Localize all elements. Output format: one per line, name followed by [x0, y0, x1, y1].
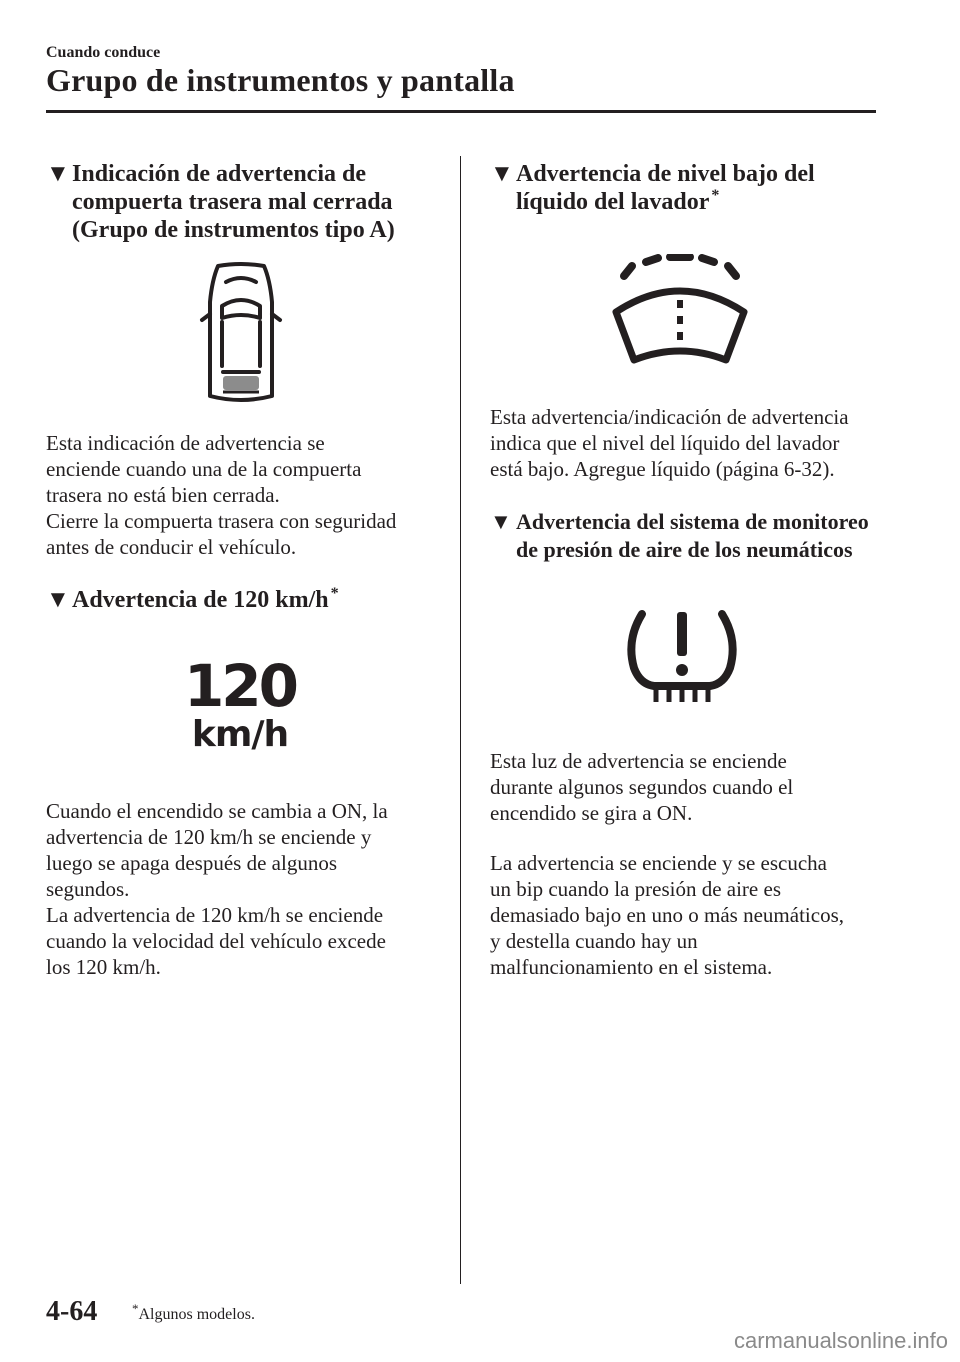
text-line: Cuando el encendido se cambia a ON, la [46, 799, 388, 823]
washer-description [490, 404, 890, 482]
washer-heading-line1: Advertencia de nivel bajo del [516, 161, 815, 187]
text-line: segundos. [46, 877, 130, 901]
text-line: trasera no está bien cerrada. [46, 483, 280, 507]
footnote-text: Algunos modelos. [138, 1306, 255, 1323]
text-line: Esta advertencia/indicación de advertencia [490, 405, 849, 429]
text-line: antes de conducir el vehículo. [46, 535, 297, 559]
tailgate-heading [46, 160, 462, 244]
tpms-heading-line1: Advertencia del sistema de monitoreo [516, 509, 869, 534]
text-line: enciende cuando una de la compuerta [46, 457, 362, 481]
text-line: un bip cuando la presión de aire es [490, 877, 781, 901]
tpms-description-b [490, 850, 890, 980]
header-rule [46, 110, 876, 113]
triangle-marker-icon: ▼ [490, 509, 512, 534]
watermark: carmanualsonline.info [733, 1328, 948, 1353]
washer-fluid-icon [610, 254, 750, 370]
footnote [130, 1300, 255, 1324]
text-line: luego se apaga después de algunos [46, 851, 337, 875]
text-line: durante algunos segundos cuando el [490, 775, 794, 799]
text-line: encendido se gira a ON. [490, 801, 693, 825]
speed-warning-heading [46, 586, 472, 614]
tailgate-description [46, 430, 446, 560]
tailgate-heading-text: Indicación de advertencia de compuerta trasera mal cerrada (Grupo de instrumentos tipo A) [72, 161, 395, 243]
triangle-marker-icon: ▼ [46, 161, 70, 187]
asterisk-mark: * [132, 1300, 139, 1316]
text-line: La advertencia se enciende y se escucha [490, 851, 827, 875]
text-line: Esta indicación de advertencia se [46, 431, 325, 455]
tpms-heading [490, 508, 916, 564]
asterisk-mark: * [330, 585, 339, 602]
column-divider [460, 156, 461, 1284]
page-number: 4-64 [46, 1296, 98, 1327]
washer-heading-line2: líquido del lavador [516, 189, 710, 215]
washer-heading [490, 160, 916, 216]
tpms-heading-line2: de presión de aire de los neumáticos [516, 537, 853, 562]
text-line: Cierre la compuerta trasera con seguridad [46, 509, 397, 533]
text-line: está bajo. Agregue líquido (página 6-32). [490, 457, 835, 481]
text-line: advertencia de 120 km/h se enciende y [46, 825, 372, 849]
text-line: demasiado bajo en uno o más neumáticos, [490, 903, 844, 927]
triangle-marker-icon: ▼ [46, 587, 70, 613]
text-line: indica que el nivel del líquido del lavador [490, 431, 840, 455]
speed-icon-unit: km/h [191, 714, 289, 755]
triangle-marker-icon: ▼ [490, 161, 514, 187]
speed-warning-description [46, 798, 446, 980]
tpms-description-a [490, 748, 890, 826]
text-line: malfuncionamiento en el sistema. [490, 955, 773, 979]
text-line: cuando la velocidad del vehículo excede [46, 929, 386, 953]
speed-120-kmh-icon [180, 652, 300, 755]
tire-pressure-warning-icon [624, 606, 740, 710]
speed-heading-text: Advertencia de 120 km/h [72, 587, 329, 613]
text-line: La advertencia de 120 km/h se enciende [46, 903, 384, 927]
text-line: Esta luz de advertencia se enciende [490, 749, 787, 773]
text-line: y destella cuando hay un [490, 929, 698, 953]
speed-icon-number: 120 [183, 652, 297, 720]
page-title: Grupo de instrumentos y pantalla [46, 62, 515, 98]
car-top-view-open-tailgate-icon [196, 262, 286, 412]
text-line: los 120 km/h. [46, 955, 161, 979]
section-kicker: Cuando conduce [46, 44, 161, 61]
asterisk-mark: * [711, 187, 720, 204]
